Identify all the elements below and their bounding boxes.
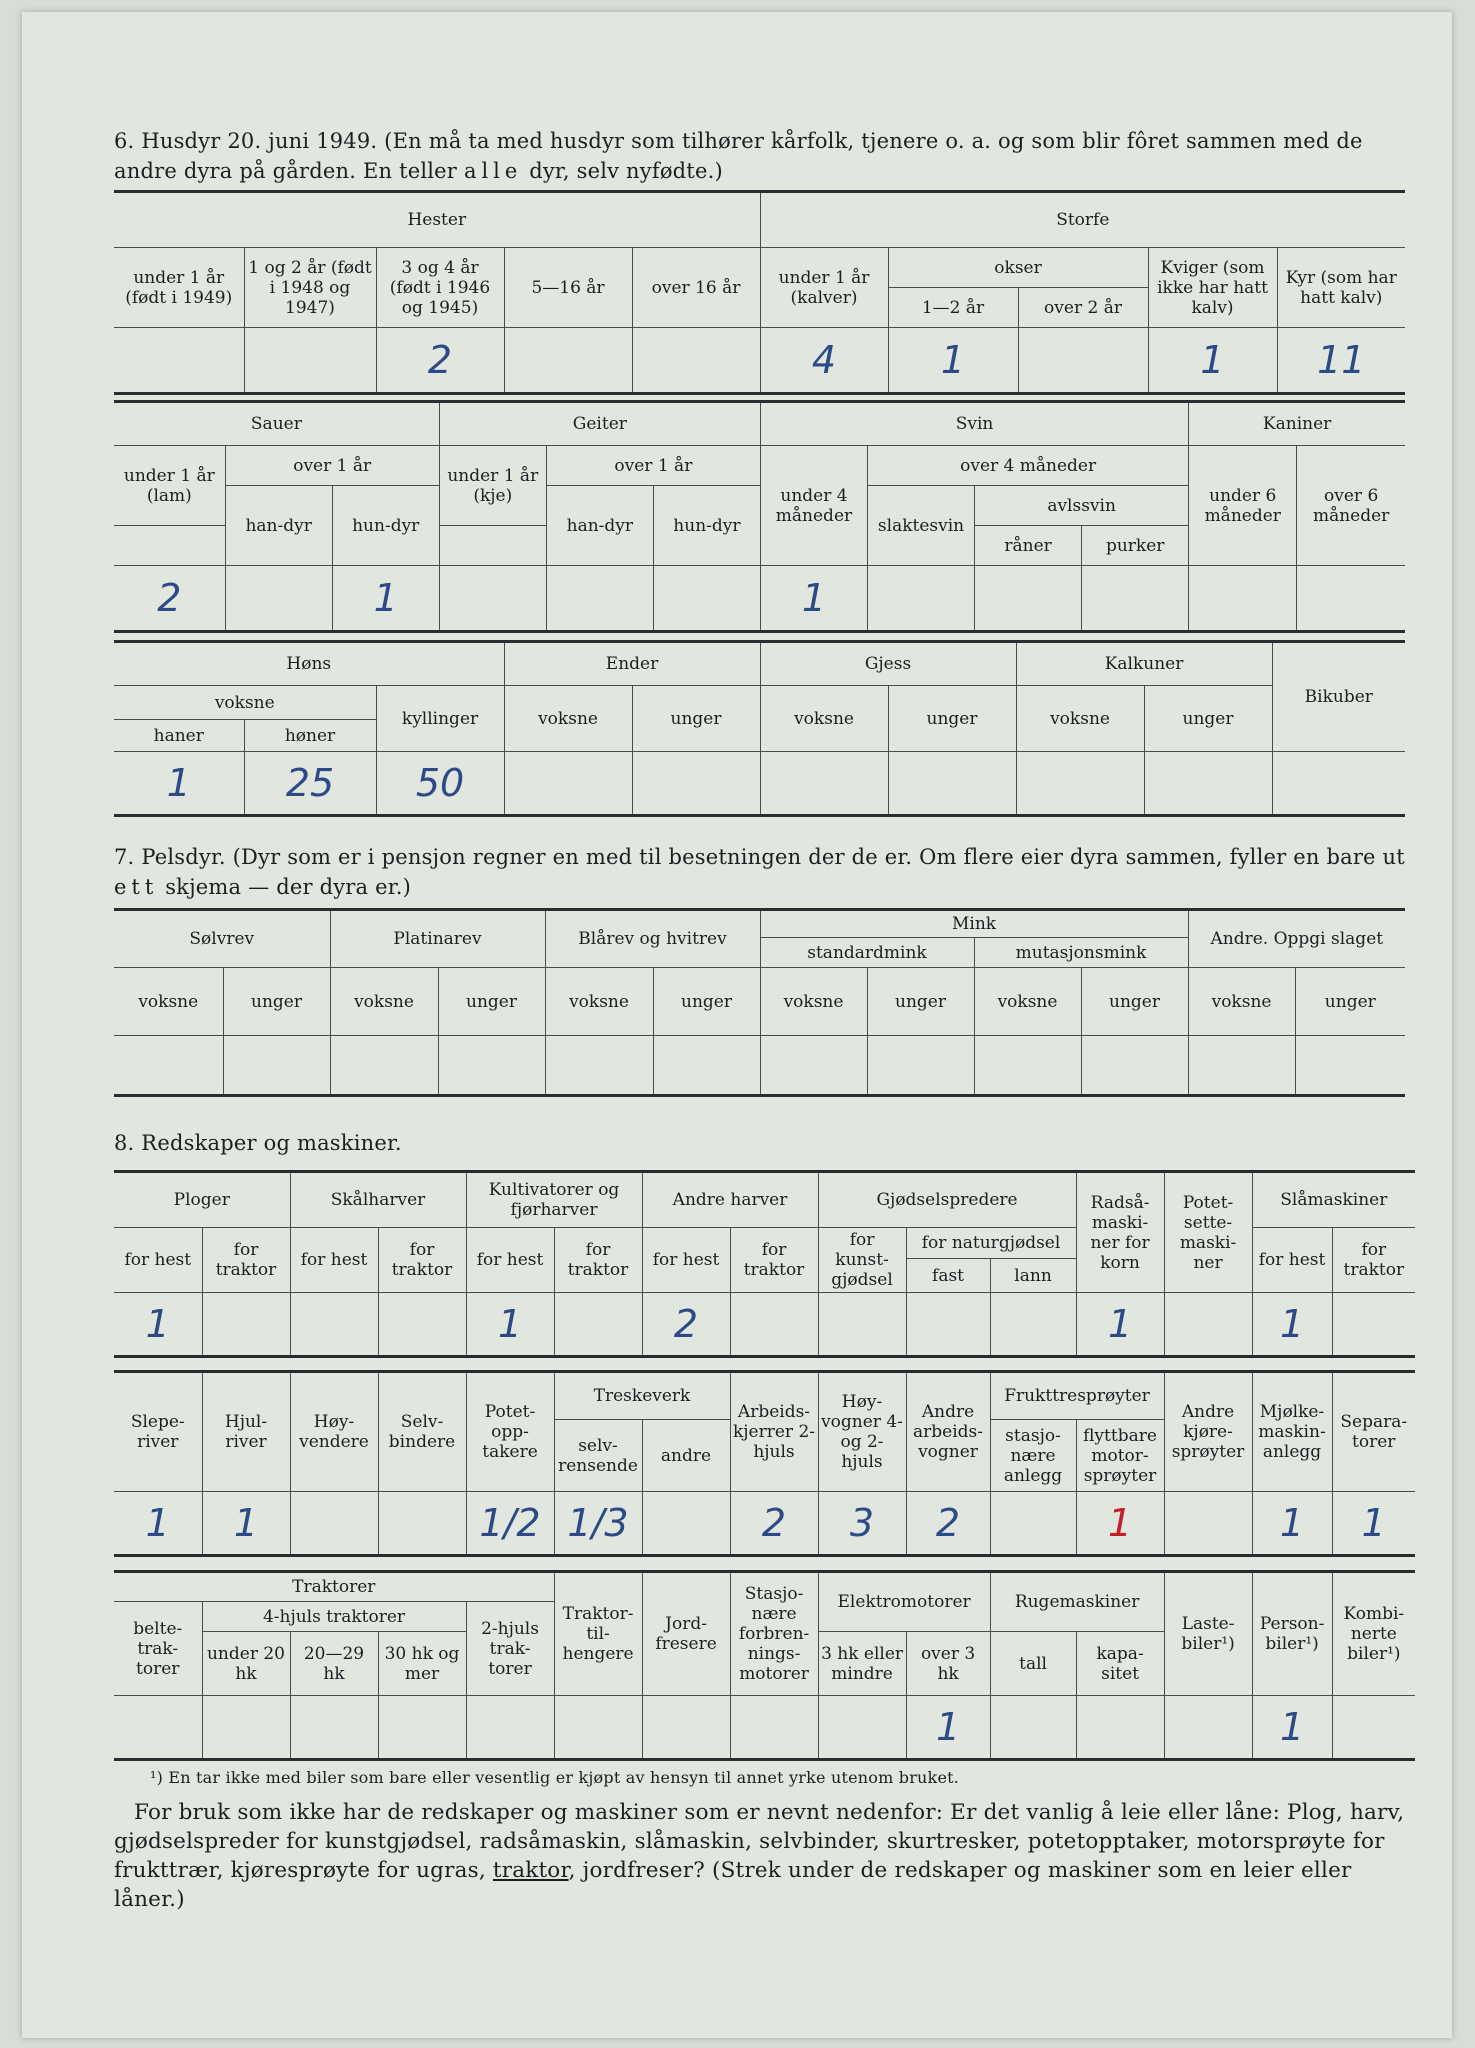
value-cell[interactable] <box>1081 1036 1188 1096</box>
table-redskaper-1 <box>114 1170 1415 1358</box>
value-kviger[interactable]: 1 <box>1148 328 1277 394</box>
closing-paragraph: For bruk som ikke har de redskaper og maskiner som er nevnt nedenfor: Er det vanlig å leie eller låne: Plog, harv, gjødselspreder for kunstgjødsel, radsåmaskin, slåmaskin, selvbinder, skurtresker, potetopptaker, motorsprøyte for frukttrær, kjøresprøyte for ugras, traktor, jordfreser? (Strek under de redskaper og maskiner som en leier eller låner.) <box>114 1800 1405 1912</box>
table-redskaper-2 <box>114 1370 1415 1557</box>
col-kombinerte-biler: Kombi-nerte biler¹) <box>1332 1572 1415 1696</box>
col-hoyvendere: Høy-vendere <box>290 1372 378 1492</box>
table-hester-storfe <box>114 190 1405 395</box>
value-andre-harver-hest[interactable]: 2 <box>642 1293 730 1357</box>
col-sauer-over1: over 1 år <box>225 446 439 486</box>
col-3hk-mindre: 3 hk eller mindre <box>818 1632 906 1696</box>
value-cell[interactable] <box>818 1293 906 1357</box>
value-cell[interactable] <box>868 566 975 632</box>
value-cell[interactable] <box>1272 752 1405 816</box>
value-personbiler[interactable]: 1 <box>1252 1696 1332 1760</box>
col-kan-under6: under 6 måneder <box>1189 446 1297 566</box>
value-cell[interactable] <box>1164 1492 1252 1556</box>
col-stasjonaere-motorer: Stasjo-nære forbren-nings-motorer <box>730 1572 818 1696</box>
col-blarev-voksne: voksne <box>545 968 653 1036</box>
col-kalkuner-voksne: voksne <box>1016 686 1144 752</box>
header-skalharver: Skålharver <box>290 1172 466 1228</box>
col-kultivatorer-traktor: for traktor <box>554 1228 642 1293</box>
value-cell[interactable] <box>504 328 632 394</box>
col-gjodsel-fast: fast <box>906 1259 990 1293</box>
col-okser-over2: over 2 år <box>1018 288 1148 328</box>
value-cell[interactable] <box>888 752 1016 816</box>
col-mjolkemaskinanlegg: Mjølke-maskin-anlegg <box>1252 1372 1332 1492</box>
value-cell[interactable] <box>290 1696 378 1760</box>
col-svin-under4: under 4 måneder <box>760 446 867 566</box>
header-kalkuner: Kalkuner <box>1016 642 1272 686</box>
value-cell[interactable] <box>1188 1036 1295 1096</box>
value-cell[interactable] <box>760 752 888 816</box>
col-andre-voksne: voksne <box>1188 968 1295 1036</box>
col-kyr: Kyr (som har hatt kalv) <box>1277 248 1405 328</box>
value-cell[interactable] <box>554 1293 642 1357</box>
value-cell[interactable] <box>202 1696 290 1760</box>
col-arbeidskjerrer: Arbeids-kjerrer 2-hjuls <box>730 1372 818 1492</box>
col-ploger-traktor: for traktor <box>202 1228 290 1293</box>
header-solvrev: Sølvrev <box>114 910 330 968</box>
header-andre-harver: Andre harver <box>642 1172 818 1228</box>
col-andre-unger: unger <box>1295 968 1405 1036</box>
value-cell[interactable] <box>114 1036 223 1096</box>
value-cell[interactable] <box>466 1696 554 1760</box>
col-platinarev-unger: unger <box>438 968 545 1036</box>
section-6-heading: 6. Husdyr 20. juni 1949. (En må ta med husdyr som tilhører kårfolk, tjenere o. a. og som blir fôret sammen med de andre dyra på gården. En teller alle dyr, selv nyfødte.) <box>114 129 1363 183</box>
value-cell[interactable] <box>202 1293 290 1357</box>
value-kalver[interactable]: 4 <box>760 328 888 394</box>
col-geiter-over1: over 1 år <box>546 446 760 486</box>
value-cell[interactable] <box>642 1492 730 1556</box>
value-kyr[interactable]: 11 <box>1277 328 1405 394</box>
value-cell[interactable] <box>990 1293 1076 1357</box>
col-solvrev-unger: unger <box>223 968 330 1036</box>
col-kultivatorer-hest: for hest <box>466 1228 554 1293</box>
header-traktorer: Traktorer <box>114 1572 554 1602</box>
col-ploger-hest: for hest <box>114 1228 202 1293</box>
header-sauer: Sauer <box>114 402 439 446</box>
header-4hjuls-traktorer: 4-hjuls traktorer <box>202 1602 466 1632</box>
col-storfe-kalver: under 1 år (kalver) <box>760 248 888 328</box>
col-rugemaskiner-tall: tall <box>990 1632 1076 1696</box>
header-rugemaskiner: Rugemaskiner <box>990 1572 1164 1632</box>
value-okser-1-2[interactable]: 1 <box>888 328 1018 394</box>
value-arbeidskjerrer[interactable]: 2 <box>730 1492 818 1556</box>
value-cell[interactable] <box>225 566 332 632</box>
value-cell[interactable] <box>546 566 653 632</box>
value-cell[interactable] <box>114 1696 202 1760</box>
value-cell[interactable] <box>867 1036 974 1096</box>
header-storfe: Storfe <box>760 192 1405 248</box>
value-sauer-hundyr[interactable]: 1 <box>332 566 439 632</box>
col-mutasjonsmink-unger: unger <box>1081 968 1188 1036</box>
value-cell[interactable] <box>1082 566 1189 632</box>
value-flyttbare-motorsproyter[interactable]: 1 <box>1076 1492 1164 1556</box>
value-cell[interactable] <box>1332 1293 1415 1357</box>
col-hest-under1: under 1 år (født i 1949) <box>114 248 244 328</box>
value-cell[interactable] <box>439 566 546 632</box>
col-lastebiler: Laste-biler¹) <box>1164 1572 1252 1696</box>
col-gjess-voksne: voksne <box>760 686 888 752</box>
value-cell[interactable] <box>730 1293 818 1357</box>
header-gjodselspredere: Gjødselspredere <box>818 1172 1076 1228</box>
col-potetopptakere: Potet-opp-takere <box>466 1372 554 1492</box>
col-slamaskiner-traktor: for traktor <box>1332 1228 1415 1293</box>
value-cell[interactable] <box>1076 1696 1164 1760</box>
header-potetsettemaskiner: Potet-sette-maski-ner <box>1164 1172 1252 1293</box>
value-cell[interactable] <box>290 1293 378 1357</box>
col-hons-voksne: voksne <box>114 686 376 720</box>
col-okser-1-2: 1—2 år <box>888 288 1018 328</box>
value-cell[interactable] <box>1297 566 1405 632</box>
col-andre-arbeidsvogner: Andre arbeids-vogner <box>906 1372 990 1492</box>
col-skalharver-traktor: for traktor <box>378 1228 466 1293</box>
col-2hjuls-traktorer: 2-hjuls trak-torer <box>466 1602 554 1696</box>
col-blarev-unger: unger <box>653 968 760 1036</box>
value-cell[interactable] <box>330 1036 438 1096</box>
col-geiter-hundyr: hun-dyr <box>653 486 760 566</box>
value-cell[interactable] <box>974 1036 1081 1096</box>
value-cell[interactable] <box>730 1696 818 1760</box>
col-raaner: råner <box>975 526 1082 566</box>
header-hester: Hester <box>114 192 760 248</box>
col-avlssvin: avlssvin <box>975 486 1189 526</box>
header-andre: Andre. Oppgi slaget <box>1188 910 1405 968</box>
value-lam[interactable]: 2 <box>114 566 225 632</box>
value-cell[interactable] <box>760 1036 867 1096</box>
header-kaniner: Kaniner <box>1189 402 1405 446</box>
value-cell[interactable] <box>632 752 760 816</box>
value-cell[interactable] <box>975 566 1082 632</box>
value-andre-arbeidsvogner[interactable]: 2 <box>906 1492 990 1556</box>
col-sauer-hundyr: hun-dyr <box>332 486 439 566</box>
value-hest-3-4[interactable]: 2 <box>376 328 504 394</box>
col-kan-over6: over 6 måneder <box>1297 446 1405 566</box>
col-kalkuner-unger: unger <box>1144 686 1272 752</box>
col-kyllinger: kyllinger <box>376 686 504 752</box>
value-hoyvogner[interactable]: 3 <box>818 1492 906 1556</box>
col-flyttbare-motorsproyter: flyttbare motor-sprøyter <box>1076 1420 1164 1492</box>
header-standardmink: standardmink <box>760 938 974 968</box>
col-sauer-handyr: han-dyr <box>225 486 332 566</box>
col-hest-over16: over 16 år <box>632 248 760 328</box>
value-haner[interactable]: 1 <box>114 752 244 816</box>
col-hjulriver: Hjul-river <box>202 1372 290 1492</box>
col-hest-3-4: 3 og 4 år (født i 1946 og 1945) <box>376 248 504 328</box>
col-ender-unger: unger <box>632 686 760 752</box>
col-ender-voksne: voksne <box>504 686 632 752</box>
value-cell[interactable] <box>1164 1293 1252 1357</box>
table-pelsdyr <box>114 908 1405 1097</box>
value-cell[interactable] <box>1164 1696 1252 1760</box>
table-fjorfe <box>114 640 1405 817</box>
value-cell[interactable] <box>438 1036 545 1096</box>
value-radsamaskiner[interactable]: 1 <box>1076 1293 1164 1357</box>
col-gjodsel-kunst: for kunst-gjødsel <box>818 1228 906 1293</box>
col-over3hk: over 3 hk <box>906 1632 990 1696</box>
value-svin-under4[interactable]: 1 <box>760 566 867 632</box>
value-cell[interactable] <box>632 328 760 394</box>
header-blarev: Blårev og hvitrev <box>545 910 760 968</box>
value-separatorer[interactable]: 1 <box>1332 1492 1415 1556</box>
value-hjulriver[interactable]: 1 <box>202 1492 290 1556</box>
col-sleperiver: Slepe-river <box>114 1372 202 1492</box>
value-cell[interactable] <box>642 1696 730 1760</box>
value-cell[interactable] <box>1332 1696 1415 1760</box>
value-cell[interactable] <box>504 752 632 816</box>
col-lam: under 1 år (lam) <box>114 446 225 526</box>
header-gjess: Gjess <box>760 642 1016 686</box>
header-ender: Ender <box>504 642 760 686</box>
value-cell[interactable] <box>114 328 244 394</box>
col-andre-harver-hest: for hest <box>642 1228 730 1293</box>
header-hons: Høns <box>114 642 504 686</box>
col-gjodsel-natur: for naturgjødsel <box>906 1228 1076 1259</box>
value-elektromotor-over3hk[interactable]: 1 <box>906 1696 990 1760</box>
value-ploger-hest[interactable]: 1 <box>114 1293 202 1357</box>
col-standardmink-unger: unger <box>867 968 974 1036</box>
value-cell[interactable] <box>906 1293 990 1357</box>
col-gjess-unger: unger <box>888 686 1016 752</box>
col-gjodsel-lann: lann <box>990 1259 1076 1293</box>
value-cell[interactable] <box>1144 752 1272 816</box>
value-cell[interactable] <box>554 1696 642 1760</box>
col-under20hk: under 20 hk <box>202 1632 290 1696</box>
header-frukttresproyter: Frukttresprøyter <box>990 1372 1164 1420</box>
value-cell[interactable] <box>1016 752 1144 816</box>
value-cell[interactable] <box>818 1696 906 1760</box>
value-cell[interactable] <box>1018 328 1148 394</box>
col-solvrev-voksne: voksne <box>114 968 223 1036</box>
value-sleperiver[interactable]: 1 <box>114 1492 202 1556</box>
value-cell[interactable] <box>290 1492 378 1556</box>
value-slamaskiner-hest[interactable]: 1 <box>1252 1293 1332 1357</box>
header-platinarev: Platinarev <box>330 910 545 968</box>
col-andre-kjoresproyter: Andre kjøre-sprøyter <box>1164 1372 1252 1492</box>
value-cell[interactable] <box>545 1036 653 1096</box>
value-kyllinger[interactable]: 50 <box>376 752 504 816</box>
col-skalharver-hest: for hest <box>290 1228 378 1293</box>
col-hest-5-16: 5—16 år <box>504 248 632 328</box>
col-andre-harver-traktor: for traktor <box>730 1228 818 1293</box>
spacer-cell <box>114 526 225 566</box>
col-treskeverk-andre: andre <box>642 1420 730 1492</box>
header-ploger: Ploger <box>114 1172 290 1228</box>
value-potetopptakere[interactable]: 1/2 <box>466 1492 554 1556</box>
value-cell[interactable] <box>653 1036 760 1096</box>
section-7-heading: 7. Pelsdyr. (Dyr som er i pensjon regner en med til besetningen der de er. Om flere eier dyra sammen, fyller en bare ut ett skjema — der dyra er.) <box>114 845 1405 899</box>
value-cell[interactable] <box>378 1696 466 1760</box>
col-hoyvogner: Høy-vogner 4- og 2-hjuls <box>818 1372 906 1492</box>
header-treskeverk: Treskeverk <box>554 1372 730 1420</box>
col-stasjonaere-anlegg: stasjo-nære anlegg <box>990 1420 1076 1492</box>
col-kje: under 1 år (kje) <box>439 446 546 526</box>
header-bikuber: Bikuber <box>1272 642 1405 752</box>
table-sauer-geiter-svin <box>114 400 1405 633</box>
header-radsamaskiner: Radså-maski-ner for korn <box>1076 1172 1164 1293</box>
header-elektromotorer: Elektromotorer <box>818 1572 990 1632</box>
col-geiter-handyr: han-dyr <box>546 486 653 566</box>
value-treskeverk-selvrensende[interactable]: 1/3 <box>554 1492 642 1556</box>
value-mjolkemaskinanlegg[interactable]: 1 <box>1252 1492 1332 1556</box>
col-jordfresere: Jord-fresere <box>642 1572 730 1696</box>
value-cell[interactable] <box>378 1492 466 1556</box>
col-honer: høner <box>244 720 376 752</box>
col-30hk: 30 hk og mer <box>378 1632 466 1696</box>
header-kultivatorer: Kultivatorer og fjørharver <box>466 1172 642 1228</box>
col-standardmink-voksne: voksne <box>760 968 867 1036</box>
header-mutasjonsmink: mutasjonsmink <box>974 938 1188 968</box>
col-selvbindere: Selv-bindere <box>378 1372 466 1492</box>
footnote: ¹) En tar ikke med biler som bare eller vesentlig er kjøpt av hensyn til annet yrke utenom bruket. <box>150 1768 960 1787</box>
header-geiter: Geiter <box>439 402 760 446</box>
spacer-cell <box>439 526 546 566</box>
col-okser: okser <box>888 248 1148 288</box>
col-20-29hk: 20—29 hk <box>290 1632 378 1696</box>
col-slamaskiner-hest: for hest <box>1252 1228 1332 1293</box>
header-svin: Svin <box>760 402 1188 446</box>
header-mink: Mink <box>760 910 1188 938</box>
col-personbiler: Person-biler¹) <box>1252 1572 1332 1696</box>
value-cell[interactable] <box>1295 1036 1405 1096</box>
value-honer[interactable]: 25 <box>244 752 376 816</box>
col-separatorer: Separa-torer <box>1332 1372 1415 1492</box>
col-beltetraktorer: belte-trak-torer <box>114 1602 202 1696</box>
value-cell[interactable] <box>990 1696 1076 1760</box>
value-cell[interactable] <box>1189 566 1297 632</box>
col-treskeverk-selvrensende: selv-rensende <box>554 1420 642 1492</box>
col-slaktesvin: slaktesvin <box>868 486 975 566</box>
col-mutasjonsmink-voksne: voksne <box>974 968 1081 1036</box>
col-purker: purker <box>1082 526 1189 566</box>
col-svin-over4: over 4 måneder <box>868 446 1189 486</box>
value-kultivatorer-hest[interactable]: 1 <box>466 1293 554 1357</box>
col-traktortilhengere: Traktor-til-hengere <box>554 1572 642 1696</box>
col-platinarev-voksne: voksne <box>330 968 438 1036</box>
section-8-heading: 8. Redskaper og maskiner. <box>114 1131 402 1155</box>
value-cell[interactable] <box>223 1036 330 1096</box>
value-cell[interactable] <box>378 1293 466 1357</box>
table-traktorer <box>114 1570 1415 1761</box>
value-cell[interactable] <box>990 1492 1076 1556</box>
value-cell[interactable] <box>653 566 760 632</box>
header-slamaskiner: Slåmaskiner <box>1252 1172 1415 1228</box>
col-hest-1-2: 1 og 2 år (født i 1948 og 1947) <box>244 248 376 328</box>
col-kviger: Kviger (som ikke har hatt kalv) <box>1148 248 1277 328</box>
col-rugemaskiner-kapasitet: kapa-sitet <box>1076 1632 1164 1696</box>
value-cell[interactable] <box>244 328 376 394</box>
col-haner: haner <box>114 720 244 752</box>
